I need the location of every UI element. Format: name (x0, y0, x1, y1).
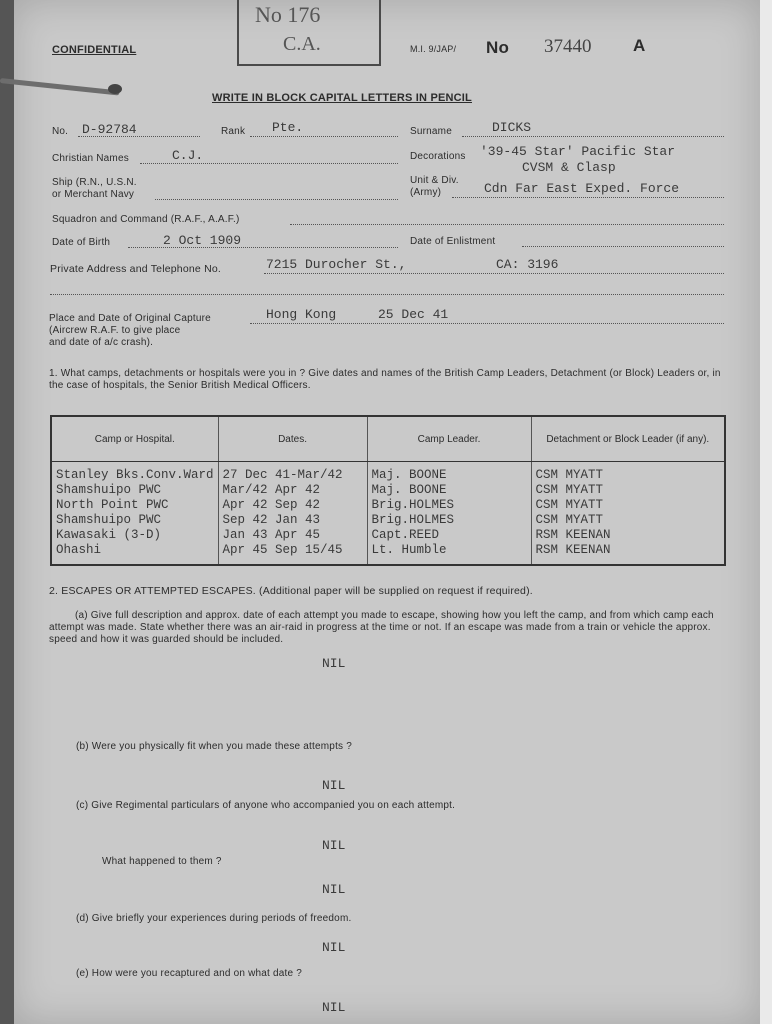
service-number: D-92784 (82, 122, 137, 137)
question-2-heading: 2. ESCAPES OR ATTEMPTED ESCAPES. (Additional paper will be supplied on request if required). (49, 585, 533, 597)
dates-cell: Sep 42 Jan 43 (218, 513, 367, 528)
answer-2c: NIL (322, 838, 346, 853)
decorations-label: Decorations (410, 151, 466, 162)
column-header: Camp Leader. (367, 416, 531, 462)
page-edge (760, 0, 772, 1024)
table-row (51, 513, 725, 528)
leader-cell: Maj. BOONE (367, 483, 531, 498)
dates-cell: Apr 42 Sep 42 (218, 498, 367, 513)
decorations-value-2: CVSM & Clasp (522, 160, 616, 175)
question-2d: (d) Give briefly your experiences during periods of freedom. (76, 913, 352, 924)
capture-label-2: (Aircrew R.A.F. to give place (49, 325, 181, 336)
dates-cell: Apr 45 Sep 15/45 (218, 543, 367, 558)
answer-2c-followup: NIL (322, 882, 346, 897)
address-value: 7215 Durocher St., (266, 257, 407, 272)
punch-hole (108, 84, 122, 94)
form-number: 37440 (544, 36, 592, 57)
detachment-cell: CSM MYATT (535, 468, 604, 482)
column-header: Dates. (218, 416, 367, 462)
detachment-cell: RSM KEENAN (535, 528, 611, 542)
camps-table (50, 415, 726, 566)
dob-value: 2 Oct 1909 (163, 233, 242, 248)
table-row (51, 468, 725, 483)
christian-names-label: Christian Names (52, 153, 129, 164)
rank-value: Pte. (272, 120, 304, 135)
question-1: 1. What camps, detachments or hospitals were you in ? Give dates and names of the British Camp Leaders, Detachment (or Block) Leaders or, in the case of hospitals, the Senior British Medical Officers. (49, 368, 721, 391)
camp-cell: Kawasaki (3-D) (51, 528, 218, 543)
ship-label-2: or Merchant Navy (52, 189, 135, 200)
answer-2e: NIL (322, 1000, 346, 1015)
no-label: No. (52, 126, 69, 137)
christian-rule (140, 163, 398, 164)
unit-rule (452, 197, 724, 198)
form-no-label: No (486, 38, 510, 57)
leader-cell: Lt. Humble (367, 543, 531, 558)
dob-label: Date of Birth (52, 237, 111, 248)
leader-cell: Brig.HOLMES (367, 498, 531, 513)
form-series: A (633, 36, 646, 55)
capture-place: Hong Kong (266, 307, 337, 322)
leader-cell: Capt.REED (367, 528, 531, 543)
camp-cell: Stanley Bks.Conv.Ward (51, 468, 218, 483)
camp-cell: Ohashi (51, 543, 218, 558)
camp-cell: North Point PWC (51, 498, 218, 513)
question-2c: (c) Give Regimental particulars of anyone who accompanied you on each attempt. (76, 800, 456, 811)
detachment-cell: CSM MYATT (535, 498, 604, 512)
enlistment-rule (522, 246, 724, 247)
question-2b: (b) Were you physically fit when you made these attempts ? (76, 741, 352, 752)
unit-label-2: (Army) (410, 187, 442, 198)
table-row (51, 528, 725, 543)
detachment-cell: RSM KEENAN (535, 543, 611, 557)
column-header: Detachment or Block Leader (if any). (531, 416, 725, 462)
capture-rule (250, 323, 724, 324)
pencil-instruction: WRITE IN BLOCK CAPITAL LETTERS IN PENCIL (212, 92, 472, 104)
address-rule-2 (50, 294, 724, 295)
dates-cell: Jan 43 Apr 45 (218, 528, 367, 543)
detachment-cell: CSM MYATT (535, 483, 604, 497)
address-rule (264, 273, 724, 274)
surname-value: DICKS (492, 120, 532, 135)
form-ref: M.I. 9/JAP/ (410, 44, 457, 54)
question-2c-followup: What happened to them ? (102, 856, 222, 867)
table-row (51, 543, 725, 558)
question-2a: (a) Give full description and approx. date of each attempt you made to escape, showing how you left the camp, and from which camp each attempt was made. State whether there was an air-raid in progress at the time or not. If an escape was made from a train or vehicle the approx. speed and how it was guarded should be included. (49, 610, 714, 645)
christian-names-value: C.J. (172, 148, 204, 163)
dates-cell: Mar/42 Apr 42 (218, 483, 367, 498)
surname-rule (462, 136, 724, 137)
stamp-code: C.A. (283, 33, 321, 55)
answer-2d: NIL (322, 940, 346, 955)
answer-2a: NIL (322, 656, 346, 671)
stamp-number: No 176 (255, 2, 321, 27)
camp-cell: Shamshuipo PWC (51, 483, 218, 498)
unit-label-1: Unit & Div. (410, 175, 459, 186)
column-header: Camp or Hospital. (51, 416, 218, 462)
ship-label-1: Ship (R.N., U.S.N. (52, 177, 137, 188)
binding-edge (0, 0, 14, 1024)
unit-value: Cdn Far East Exped. Force (484, 181, 680, 196)
table-row (51, 483, 725, 498)
telephone-value: CA: 3196 (496, 257, 559, 272)
capture-label-3: and date of a/c crash). (49, 337, 154, 348)
dates-cell: 27 Dec 41-Mar/42 (218, 468, 367, 483)
answer-2b: NIL (322, 778, 346, 793)
capture-label-1: Place and Date of Original Capture (49, 313, 211, 324)
question-2e: (e) How were you recaptured and on what date ? (76, 968, 302, 979)
capture-date: 25 Dec 41 (378, 307, 449, 322)
leader-cell: Brig.HOLMES (367, 513, 531, 528)
table-row (51, 498, 725, 513)
confidential-label: CONFIDENTIAL (52, 44, 137, 56)
leader-cell: Maj. BOONE (367, 468, 531, 483)
rank-label: Rank (221, 126, 246, 137)
rank-rule (250, 136, 398, 137)
squadron-label: Squadron and Command (R.A.F., A.A.F.) (52, 214, 240, 225)
address-label: Private Address and Telephone No. (50, 263, 222, 275)
surname-label: Surname (410, 126, 452, 137)
camp-cell: Shamshuipo PWC (51, 513, 218, 528)
enlistment-label: Date of Enlistment (410, 236, 496, 247)
detachment-cell: CSM MYATT (535, 513, 604, 527)
ship-rule (155, 199, 398, 200)
decorations-value-1: '39-45 Star' Pacific Star (480, 144, 676, 159)
squadron-rule (290, 224, 724, 225)
